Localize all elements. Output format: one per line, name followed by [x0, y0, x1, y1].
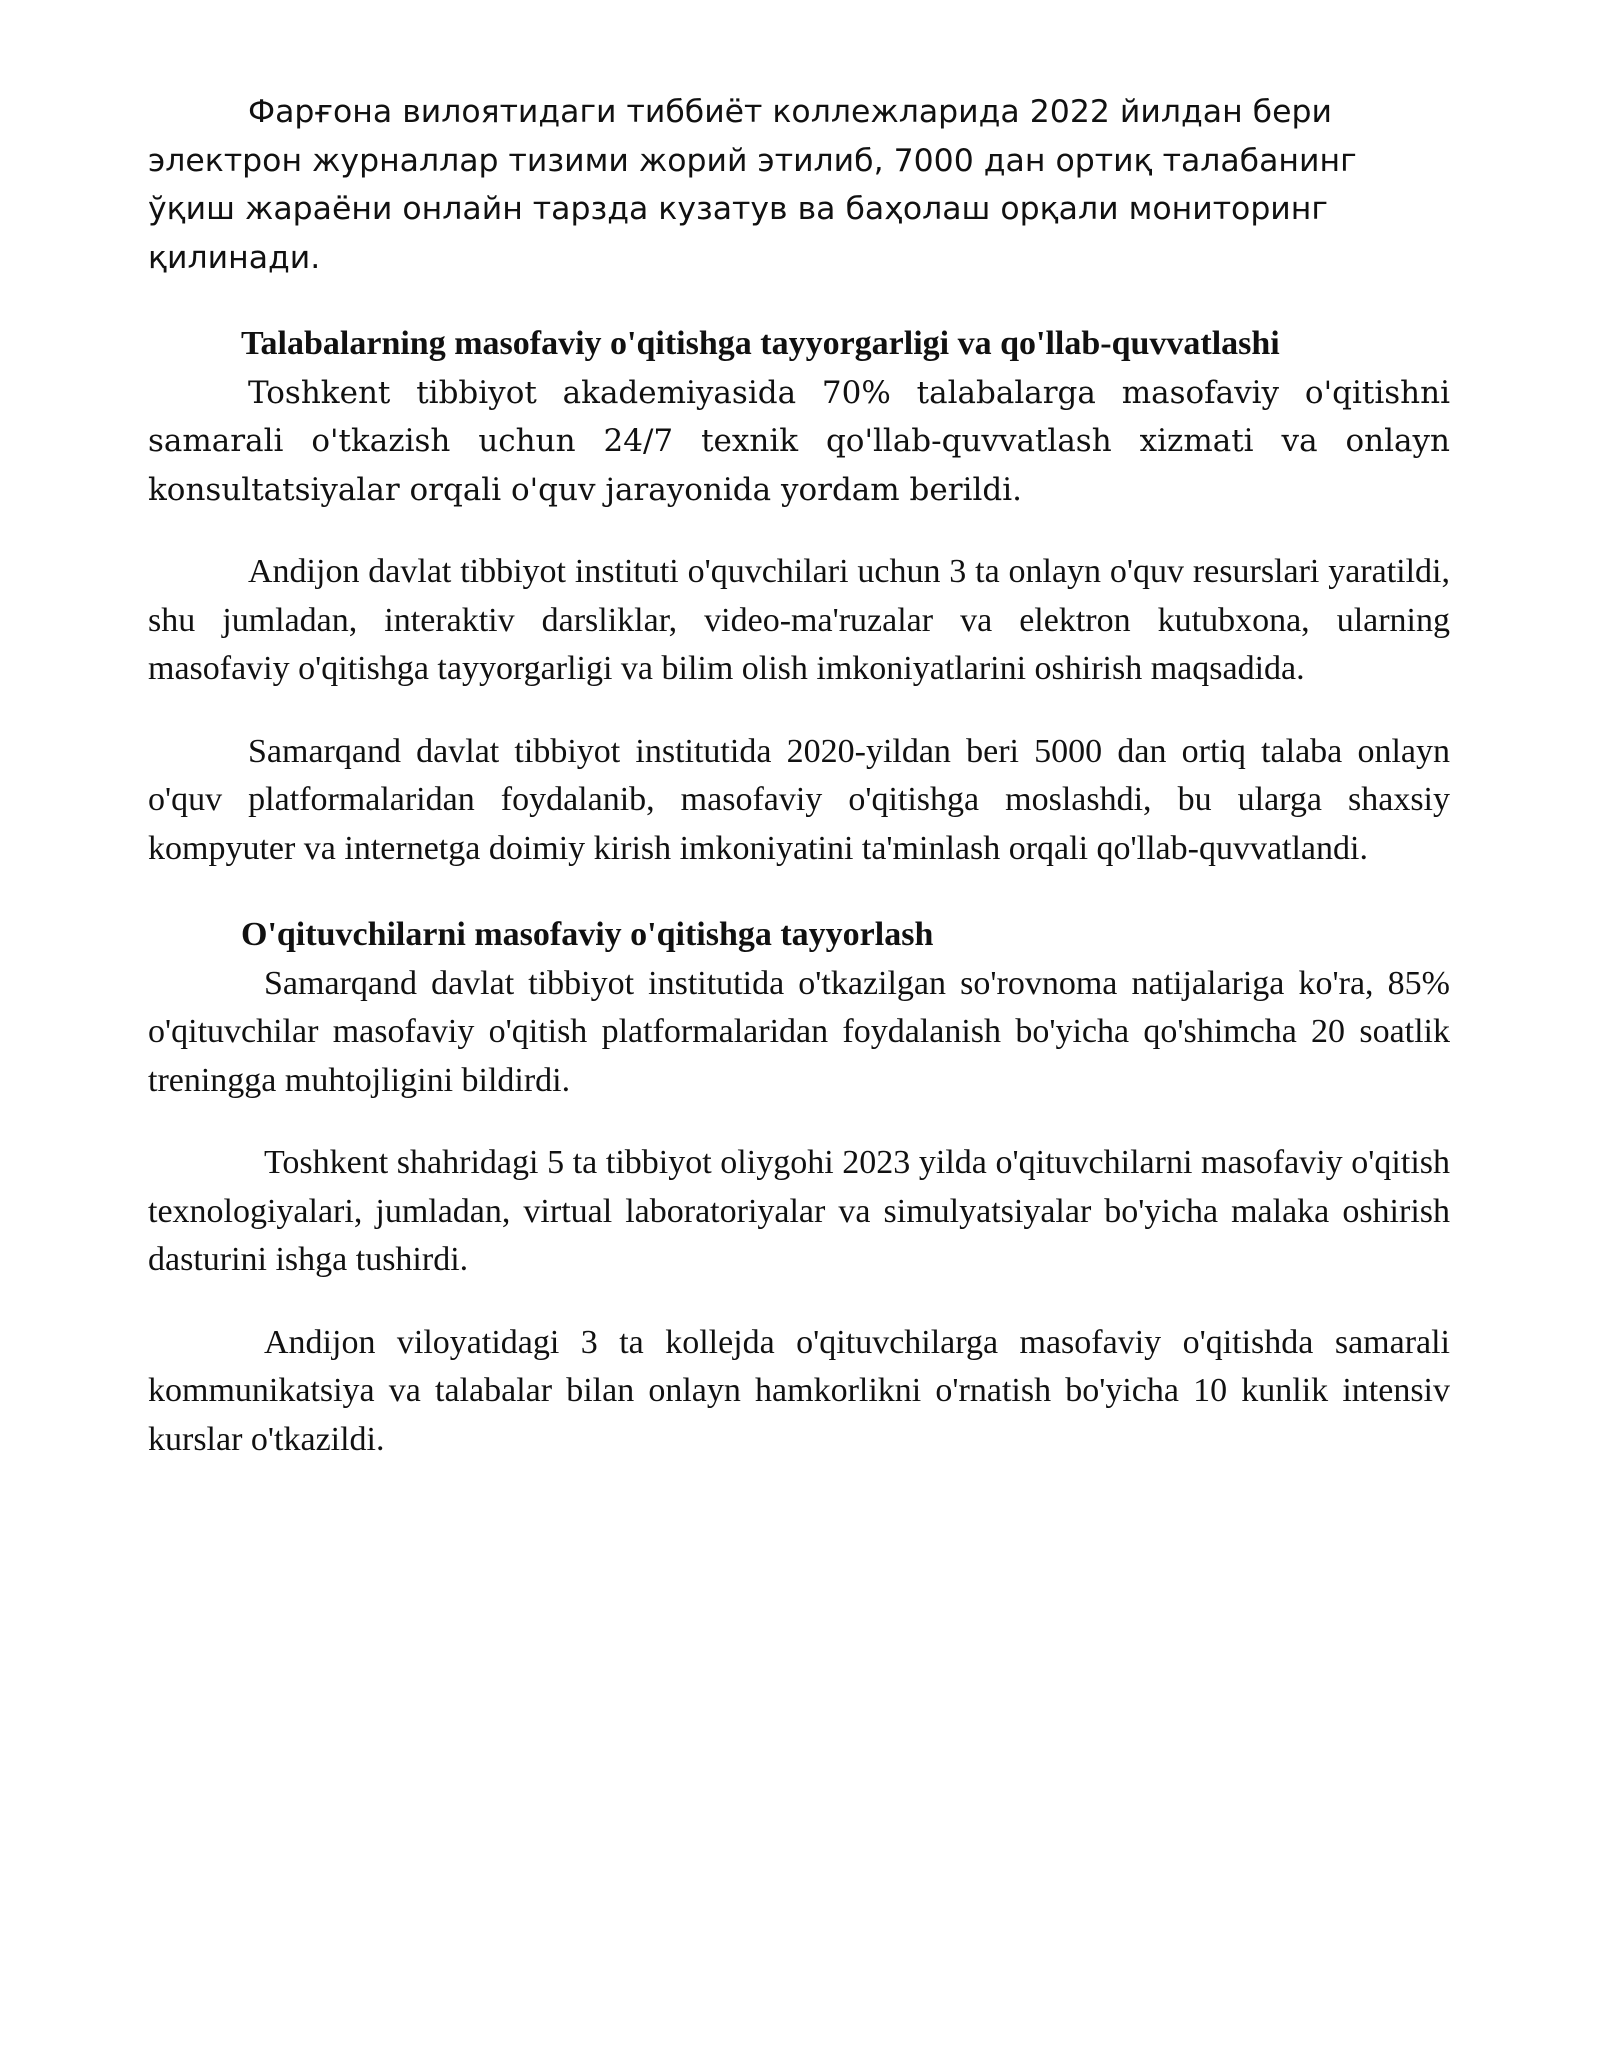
paragraph-andijan-institute: Andijon davlat tibbiyot instituti o'quvchilari uchun 3 ta onlayn o'quv resurslari yaratildi, shu jumladan, interaktiv darsliklar, video-ma'ruzalar va elektron kutubxona, ularning masofaviy o'qitishga tayyorgarligi va bilim olish imkoniyatlarini oshirish maqsadida. [148, 553, 1450, 687]
section-heading-student-readiness: Talabalarning masofaviy o'qitishga tayyorgarligi va qo'llab-quvvatlashi [241, 325, 1280, 362]
paragraph-samarkand-students: Samarqand davlat tibbiyot institutida 2020-yildan beri 5000 dan ortiq talaba onlayn o'quv platformalaridan foydalanib, masofaviy o'qitishga moslashdi, bu ularga shaxsiy kompyuter va internetga doimiy kirish imkoniyatini ta'minlash orqali qo'llab-quvvatlandi. [148, 732, 1450, 867]
paragraph-tashkent-academy: Toshkent tibbiyot akademiyasida 70% talabalarga masofaviy o'qitishni samarali o'tkazish uchun 24/7 texnik qo'llab-quvvatlash xizmati va onlayn konsultatsiyalar orqali o'quv jarayonida yordam berildi. [148, 374, 1450, 508]
section-heading-teacher-training: O'qituvchilarni masofaviy o'qitishga tayyorlash [241, 916, 934, 953]
paragraph-andijan-colleges: Andijon viloyatidagi 3 ta kollejda o'qituvchilarga masofaviy o'qitishda samarali kommunikatsiya va talabalar bilan onlayn hamkorlikni o'rnatish bo'yicha 10 kunlik intensiv kurslar o'tkazildi. [148, 1323, 1450, 1458]
paragraph-tashkent-institutions: Toshkent shahridagi 5 ta tibbiyot oliygohi 2023 yilda o'qituvchilarni masofaviy o'qitish texnologiyalari, jumladan, virtual laboratoriyalar va simulyatsiyalar bo'yicha malaka oshirish dasturini ishga tushirdi. [148, 1144, 1450, 1278]
intro-paragraph: Фарғона вилоятидаги тиббиёт коллежларида 2022 йилдан бери электрон журналлар тизими жорий этилиб, 7000 дан ортиқ талабанинг ўқиш жараёни онлайн тарзда кузатув ва баҳолаш орқали мониторинг қилинади. [148, 94, 1357, 276]
document-page [148, 88, 1450, 1464]
paragraph-samarkand-survey: Samarqand davlat tibbiyot institutida o'tkazilgan so'rovnoma natijalariga ko'ra, 85% o'qituvchilar masofaviy o'qitish platformalaridan foydalanish bo'yicha qo'shimcha 20 soatlik treningga muhtojligini bildirdi. [148, 964, 1450, 1099]
